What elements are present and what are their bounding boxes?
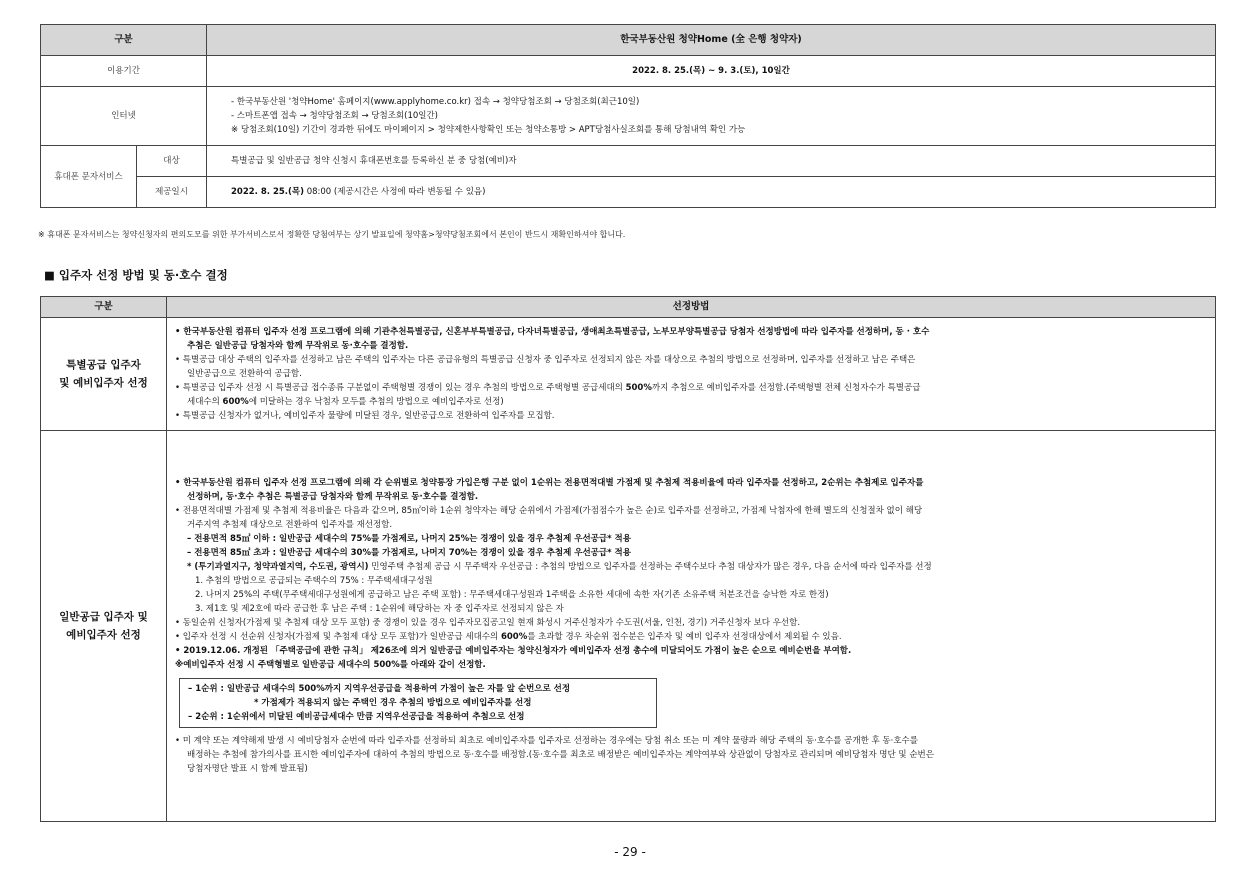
internet-steps [207,87,1216,146]
general-bullet: • 한국부동산원 컴퓨터 입주자 선정 프로그램에 의해 각 순위별로 청약통장 가입은행 구분 없이 1순위는 전용면적대별 가점제 및 추첨제 적용비율에 따라 입주자를 선정하고, 2순위는 추첨제로 입주자를 [175,478,924,488]
general-label-line: 일반공급 입주자 및 [59,611,148,623]
selection-method-table [40,296,1216,822]
general-bullet-cont: 선정하며, 동·호수 추첨은 특별공급 당첨자와 함께 무작위로 동·호수를 결정함. [187,492,479,502]
text-bold-span: 600% [222,397,249,407]
sms-time-value [207,177,1216,208]
sms-time-label: 제공일시 [137,177,207,208]
special-label-line: 및 예비입주자 선정 [59,377,148,389]
announcement-info-table [40,24,1216,208]
sms-disclaimer-note: ※ 휴대폰 문자서비스는 청약신청자의 편의도모를 위한 부가서비스로서 정확한 당첨여부는 상기 발표일에 청약홈>청약당첨조회에서 본인이 반드시 재확인하셔야 합니다. [38,230,626,239]
sms-target-value: 특별공급 및 일반공급 청약 신청시 휴대폰번호를 등록하신 분 중 당첨(예비)자 [207,146,1216,177]
general-label-line: 예비입주자 선정 [66,629,141,641]
text-bold-span: * (투기과열지구, 청약과열지역, 수도권, 광역시) [187,562,369,572]
text-span: 세대수의 [187,397,223,407]
text-span: 를 초과할 경우 차순위 접수분은 입주자 및 예비 입주자 선정대상에서 제외될 수 있음. [527,632,842,642]
reserve-rank-line: – 1순위 : 일반공급 세대수의 500%까지 지역우선공급을 적용하여 가점이 높은 자를 앞 순번으로 선정 [188,684,571,694]
special-label-line: 특별공급 입주자 [66,359,141,371]
text-bold-span: 500% [625,383,652,393]
sms-time-date: 2022. 8. 25.(목) [231,187,305,197]
sms-label: 휴대폰 문자서비스 [41,146,137,208]
text-span: 민영주택 추첨제 공급 시 무주택자 우선공급 : 추첨의 방법으로 입주자를 선정하는 주택수보다 추첨 대상자가 많은 경우, 다음 순서에 따라 입주자를 선정 [368,562,932,572]
table1-header-provider: 한국부동산원 청약Home (全 은행 청약자) [207,25,1216,56]
internet-note-line: ※ 당첨조회(10일) 기간이 경과한 뒤에도 마이페이지 > 청약제한사항확인 또는 청약소통방 > APT당첨사실조회를 통해 당첨내역 확인 가능 [231,125,746,135]
general-bullet: • 동일순위 신청자(가점제 및 추첨제 대상 모두 포함) 중 경쟁이 있을 경우 입주자모집공고일 현재 화성시 거주신청자가 수도권(서울, 인천, 경기) 거주신청자 보다 우선함. [175,618,801,628]
priority-order-line: 1. 추첨의 방법으로 공급되는 주택수의 75% : 무주택세대구성원 [195,576,433,586]
general-bullet-cont: 배정하는 추첨에 참가의사를 표시한 예비입주자에 대하여 추첨의 방법으로 동·호수를 배정함.(동·호수를 최초로 배정받은 예비입주자는 계약여부와 상관없이 당첨자로 관리되며 예비당첨자 명단 및 순번은 [187,750,934,760]
priority-supply-line [175,560,1207,574]
reserve-rank-note: * 가점제가 적용되지 않는 주택인 경우 추첨의 방법으로 예비입주자를 선정 [254,698,532,708]
period-value: 2022. 8. 25.(목) ~ 9. 3.(토), 10일간 [207,56,1216,87]
period-label: 이용기간 [41,56,207,87]
table2-header-method: 선정방법 [167,297,1216,318]
general-supply-label [41,431,167,822]
reserve-note: ※예비입주자 선정 시 주택형별로 일반공급 세대수의 500%를 아래와 같이 선정함. [175,660,486,670]
special-bullet [175,381,1207,395]
special-bullet: • 특별공급 대상 주택의 입주자를 선정하고 남은 주택의 입주자는 다른 공급유형의 특별공급 신청자 중 입주자로 선정되지 않은 자를 대상으로 추첨의 방법으로 선정하며, 입주자를 선정하고 남은 주택은 [175,355,916,365]
general-bullet-cont: 거주지역 추첨제 대상으로 전환하여 입주자를 재선정함. [187,520,393,530]
sms-time-detail: 08:00 (제공시간은 사정에 따라 변동될 수 있음) [304,187,486,197]
sms-target-label: 대상 [137,146,207,177]
text-bold-span: 600% [500,632,528,642]
reserve-ranking-box [179,678,657,728]
general-bullet: • 전용면적대별 가점제 및 추첨제 적용비율은 다음과 같으며, 85㎡이하 1순위 청약자는 해당 순위에서 가점제(가점점수가 높은 순)로 입주자를 선정하고, 가점제 낙첨자에 한해 별도의 신청절차 없이 해당 [175,506,923,516]
general-bullet: • 미 계약 또는 계약해제 발생 시 예비당첨자 순번에 따라 입주자를 선정하되 최초로 예비입주자를 입주자로 선정하는 경우에는 당첨 취소 또는 미 계약 물량과 해당 주택의 동·호수를 공개한 후 동·호수를 [175,736,918,746]
special-bullet-cont: 추첨은 일반공급 당첨자와 함께 무작위로 동·호수를 결정함. [187,341,409,351]
internet-step-line: - 한국부동산원 '청약Home' 홈페이지(www.applyhome.co.kr) 접속 → 청약당첨조회 → 당첨조회(최근10일) [231,97,640,107]
special-bullet-cont [175,395,1207,409]
reserve-rank-line: – 2순위 : 1순위에서 미달된 예비공급세대수 만큼 지역우선공급을 적용하여 추첨으로 선정 [188,712,525,722]
table1-header-category: 구분 [41,25,207,56]
internet-step-line: - 스마트폰앱 접속 → 청약당첨조회 → 당첨조회(10일간) [231,111,438,121]
general-bullet-cont: 당첨자명단 발표 시 함께 발표됨) [187,764,308,774]
special-bullet: • 특별공급 신청자가 없거나, 예비입주자 물량에 미달된 경우, 일반공급으로 전환하여 입주자를 모집함. [175,411,555,421]
ratio-line: – 전용면적 85㎡ 이하 : 일반공급 세대수의 75%를 가점제로, 나머지 25%는 경쟁이 있을 경우 추첨제 우선공급* 적용 [187,534,631,544]
page-number: - 29 - [614,845,646,859]
text-span: • 특별공급 입주자 선정 시 특별공급 접수종류 구분없이 주택형별 경쟁이 있는 경우 추첨의 방법으로 주택형별 공급세대의 [175,383,626,393]
ratio-line: – 전용면적 85㎡ 초과 : 일반공급 세대수의 30%를 가점제로, 나머지 70%는 경쟁이 있을 경우 추첨제 우선공급* 적용 [187,548,631,558]
priority-order-line: 2. 나머지 25%의 주택(무주택세대구성원에게 공급하고 남은 주택 포함) : 무주택세대구성원과 1주택을 소유한 세대에 속한 자(기존 소유주택 처분조건을 승낙한 자로 한정) [195,590,829,600]
general-bullet [175,630,1207,644]
special-supply-method [167,318,1216,431]
table2-header-category: 구분 [41,297,167,318]
text-span: • 입주자 선정 시 선순위 신청자(가점제 및 추첨제 대상 모두 포함)가 일반공급 세대수의 [175,632,501,642]
priority-order-line: 3. 제1호 및 제2호에 따라 공급한 후 남은 주택 : 1순위에 해당하는 자 중 입주자로 선정되지 않은 자 [195,604,564,614]
internet-label: 인터넷 [41,87,207,146]
general-supply-method [167,431,1216,822]
text-span: 에 미달하는 경우 낙첨자 모두를 추첨의 방법으로 예비입주자로 선정) [248,397,504,407]
section-title: ■ 입주자 선정 방법 및 동·호수 결정 [44,268,228,282]
text-span: 까지 추첨으로 예비입주자를 선정함.(주택형별 전체 신청자수가 특별공급 [651,383,921,393]
special-bullet-cont: 일반공급으로 전환하여 공급함. [187,369,302,379]
special-supply-label [41,318,167,431]
general-bullet: • 2019.12.06. 개정된 「주택공급에 관한 규칙」 제26조에 의거 일반공급 예비입주자는 청약신청자가 예비입주자 선정 총수에 미달되어도 가점이 높은 순으로 예비순번을 부여함. [175,646,852,656]
special-bullet: • 한국부동산원 컴퓨터 입주자 선정 프로그램에 의해 기관추천특별공급, 신혼부부특별공급, 다자녀특별공급, 생애최초특별공급, 노부모부양특별공급 당첨자 선정방법에 따라 입주자를 선정하며, 동 · 호수 [175,327,930,337]
